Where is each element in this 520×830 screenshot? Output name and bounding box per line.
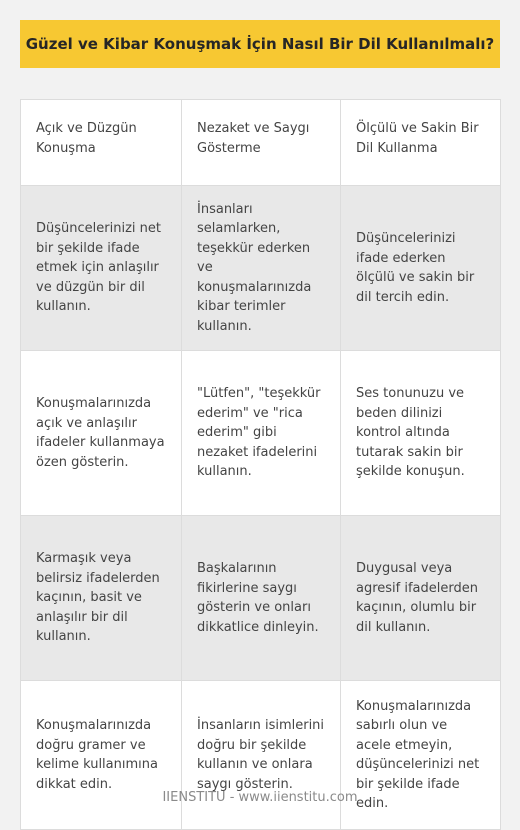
table-cell [21, 681, 182, 830]
table-cell-text: Karmaşık veya belirsiz ifadelerden kaçının, basit ve anlaşılır bir dil kullanın. [36, 551, 160, 645]
table-cell [21, 516, 182, 681]
table-cell-text: Duygusal veya agresif ifadelerden kaçının, olumlu bir dil kullanın. [356, 561, 478, 635]
footer-credit: IIENSTITU - www.iienstitu.com [162, 790, 358, 805]
table-cell-text: Konuşmalarınızda açık ve anlaşılır ifadeler kullanmaya özen gösterin. [36, 396, 165, 470]
table-cell [21, 186, 182, 351]
table-cell-text: Düşüncelerinizi ifade ederken ölçülü ve sakin bir dil tercih edin. [356, 231, 475, 305]
table-cell-text: İnsanları selamlarken, teşekkür ederken ve konuşmalarınızda kibar terimler kullanın. [197, 201, 312, 334]
tips-table-container [20, 99, 500, 830]
table-cell-text: İnsanların isimlerini doğru bir şekilde kullanın ve onlara saygı gösterin. [197, 718, 325, 792]
column-header [341, 100, 501, 186]
table-cell [182, 681, 341, 830]
table-cell [182, 351, 341, 516]
page-title: Güzel ve Kibar Konuşmak İçin Nasıl Bir Dil Kullanılmalı? [25, 35, 495, 53]
table-cell [21, 351, 182, 516]
column-header-text: Açık ve Düzgün Konuşma [36, 121, 137, 156]
table-cell [341, 186, 501, 351]
table-row [21, 516, 501, 681]
column-header [21, 100, 182, 186]
table-row [21, 186, 501, 351]
table-cell-text: Başkalarının fikirlerine saygı gösterin ve onları dikkatlice dinleyin. [197, 561, 319, 635]
table-cell [341, 681, 501, 830]
table-cell-text: Konuşmalarınızda doğru gramer ve kelime kullanımına dikkat edin. [36, 718, 158, 792]
table-cell-text: Ses tonunuzu ve beden dilinizi kontrol altında tutarak sakin bir şekilde konuşun. [356, 386, 465, 480]
table-cell-text: "Lütfen", "teşekkür ederim" ve "rica ederim" gibi nezaket ifadelerini kullanın. [197, 386, 321, 480]
table-cell [182, 516, 341, 681]
tips-table [20, 99, 501, 830]
table-cell [182, 186, 341, 351]
table-cell-text: Düşüncelerinizi net bir şekilde ifade etmek için anlaşılır ve düzgün bir dil kullanın. [36, 221, 161, 315]
table-header-row [21, 100, 501, 186]
table-cell [341, 516, 501, 681]
column-header-text: Ölçülü ve Sakin Bir Dil Kullanma [356, 121, 479, 156]
column-header [182, 100, 341, 186]
table-row [21, 681, 501, 830]
title-banner [20, 20, 500, 68]
table-cell [341, 351, 501, 516]
table-cell-text: Konuşmalarınızda sabırlı olun ve acele etmeyin, düşüncelerinizi net bir şekilde ifade edin. [356, 698, 480, 811]
column-header-text: Nezaket ve Saygı Gösterme [197, 121, 310, 156]
table-row [21, 351, 501, 516]
